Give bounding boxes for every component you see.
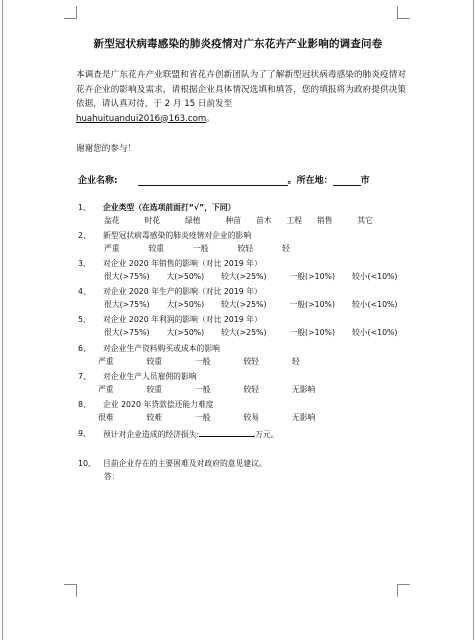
margin-mark-top-right xyxy=(397,6,410,19)
option[interactable]: 较重 xyxy=(148,244,165,253)
page-edge-right xyxy=(473,0,474,640)
option[interactable]: 一般 xyxy=(194,413,211,422)
question-text: 对企业生产人员雇佣的影响 xyxy=(103,372,197,381)
option[interactable]: 很大(>75%) xyxy=(104,272,150,281)
question-text: 预计对企业造成的经济损失: xyxy=(103,430,200,439)
option[interactable]: 较重 xyxy=(146,357,163,366)
option[interactable]: 严重 xyxy=(98,385,114,394)
option[interactable]: 较大(>25%) xyxy=(220,328,267,337)
option[interactable]: 较大(>25%) xyxy=(220,272,267,281)
option[interactable]: 较大(>25%) xyxy=(220,300,267,309)
question-3-options xyxy=(104,271,397,282)
question-text: 新型冠状病毒感染的肺炎疫情对企业的影响 xyxy=(103,231,252,240)
option[interactable]: 盆花 xyxy=(104,216,120,225)
question-text: 对企业 2020 年销售的影响（对比 2019 年） xyxy=(103,259,262,268)
question-text: 对企业生产资料购买或成本的影响 xyxy=(103,344,220,353)
margin-mark-top-left xyxy=(64,6,77,19)
intro-text: 本调查是广东花卉产业联盟和省花卉创新团队为了了解新型冠状病毒感染的肺炎疫情对花卉企业的影响及需求，请根据企业具体情况选填和填答，您的填报将为政府提供决策依据，请认真对待，于 2 月 15 日前发至 xyxy=(76,70,406,109)
question-number: 4、 xyxy=(78,287,91,296)
option[interactable]: 一般 xyxy=(192,244,209,253)
option[interactable]: 很难 xyxy=(98,413,114,422)
option[interactable]: 严重 xyxy=(98,357,114,366)
option[interactable]: 大(>50%) xyxy=(166,328,205,337)
question-2-options xyxy=(104,243,290,254)
option[interactable]: 较轻 xyxy=(237,244,254,253)
option[interactable]: 一般(>10%) xyxy=(289,272,335,281)
question-4-options xyxy=(104,299,397,310)
option[interactable]: 一般 xyxy=(194,385,211,394)
option[interactable]: 苗木 xyxy=(255,216,272,225)
option[interactable]: 一般(>10%) xyxy=(289,328,335,337)
answer-label: 答： xyxy=(104,472,120,481)
question-number: 8、 xyxy=(78,400,91,409)
intro-paragraph xyxy=(76,68,406,126)
location-field[interactable] xyxy=(333,175,361,186)
option[interactable]: 一般 xyxy=(194,357,211,366)
option[interactable]: 较轻 xyxy=(243,385,260,394)
question-number: 9、 xyxy=(78,429,91,438)
option[interactable]: 轻 xyxy=(281,244,290,253)
question-6-options xyxy=(98,356,300,367)
question-text: 企业类型 xyxy=(103,203,135,212)
option[interactable]: 较难 xyxy=(146,413,163,422)
option[interactable]: 较小(<10%) xyxy=(351,328,398,337)
email-suffix: 。 xyxy=(206,113,215,124)
question-text: 对企业 2020 年生产的影响（对比 2019 年） xyxy=(103,287,262,296)
option[interactable]: 很大(>75%) xyxy=(104,328,150,337)
email-link[interactable]: huahuituandui2016@163.com xyxy=(76,113,207,124)
margin-mark-bottom-right xyxy=(397,584,410,597)
question-number: 6、 xyxy=(78,344,91,353)
option[interactable]: 时花 xyxy=(144,216,161,225)
option[interactable]: 较重 xyxy=(146,385,163,394)
question-1-options xyxy=(104,215,373,226)
page-edge-left xyxy=(2,0,3,640)
question-note: （在选项前面打“√”，下同） xyxy=(134,203,236,212)
question-text: 企业 2020 年贷款偿还能力难度 xyxy=(103,400,214,409)
question-number: 2、 xyxy=(78,231,91,240)
option[interactable]: 较小(<10%) xyxy=(351,272,398,281)
option[interactable]: 大(>50%) xyxy=(166,300,205,309)
question-7-options xyxy=(98,384,315,395)
location-label: 。所在地： xyxy=(287,176,333,186)
question-text: 对企业 2020 年利润的影响（对比 2019 年） xyxy=(103,315,262,324)
question-number: 3、 xyxy=(78,259,91,268)
question-number: 5、 xyxy=(78,315,91,324)
question-number: 7、 xyxy=(78,372,91,381)
option[interactable]: 很大(>75%) xyxy=(104,300,150,309)
question-number: 10、 xyxy=(78,459,96,468)
option[interactable]: 较易 xyxy=(243,413,260,422)
option[interactable]: 其它 xyxy=(357,216,373,225)
option[interactable]: 轻 xyxy=(291,357,300,366)
location-suffix: 市 xyxy=(360,176,370,186)
company-name-field[interactable] xyxy=(138,175,288,186)
option[interactable]: 较轻 xyxy=(243,357,260,366)
margin-mark-bottom-left xyxy=(64,584,77,597)
option[interactable]: 无影响 xyxy=(291,385,316,394)
option[interactable]: 大(>50%) xyxy=(166,272,205,281)
company-name-label: 企业名称: xyxy=(78,176,118,186)
option[interactable]: 无影响 xyxy=(291,413,316,422)
option[interactable]: 绿植 xyxy=(184,216,201,225)
option[interactable]: 种苗 xyxy=(225,216,242,225)
thanks-text: 谢谢您的参与！ xyxy=(76,144,137,154)
question-suffix: 万元。 xyxy=(255,430,279,439)
document-title: 新型冠状病毒感染的肺炎疫情对广东花卉产业影响的调查问卷 xyxy=(93,38,383,50)
option[interactable]: 销售 xyxy=(316,216,333,225)
option[interactable]: 工程 xyxy=(286,216,303,225)
company-info-row xyxy=(78,173,438,186)
option[interactable]: 较小(<10%) xyxy=(351,300,398,309)
loss-amount-field[interactable] xyxy=(199,428,255,437)
question-5-options xyxy=(104,327,397,338)
question-8-options xyxy=(98,412,315,423)
option[interactable]: 一般(>10%) xyxy=(289,300,335,309)
question-number: 1、 xyxy=(78,203,91,212)
option[interactable]: 严重 xyxy=(104,244,120,253)
question-text: 目前企业存在的主要困难及对政府的意见建议。 xyxy=(103,459,267,468)
